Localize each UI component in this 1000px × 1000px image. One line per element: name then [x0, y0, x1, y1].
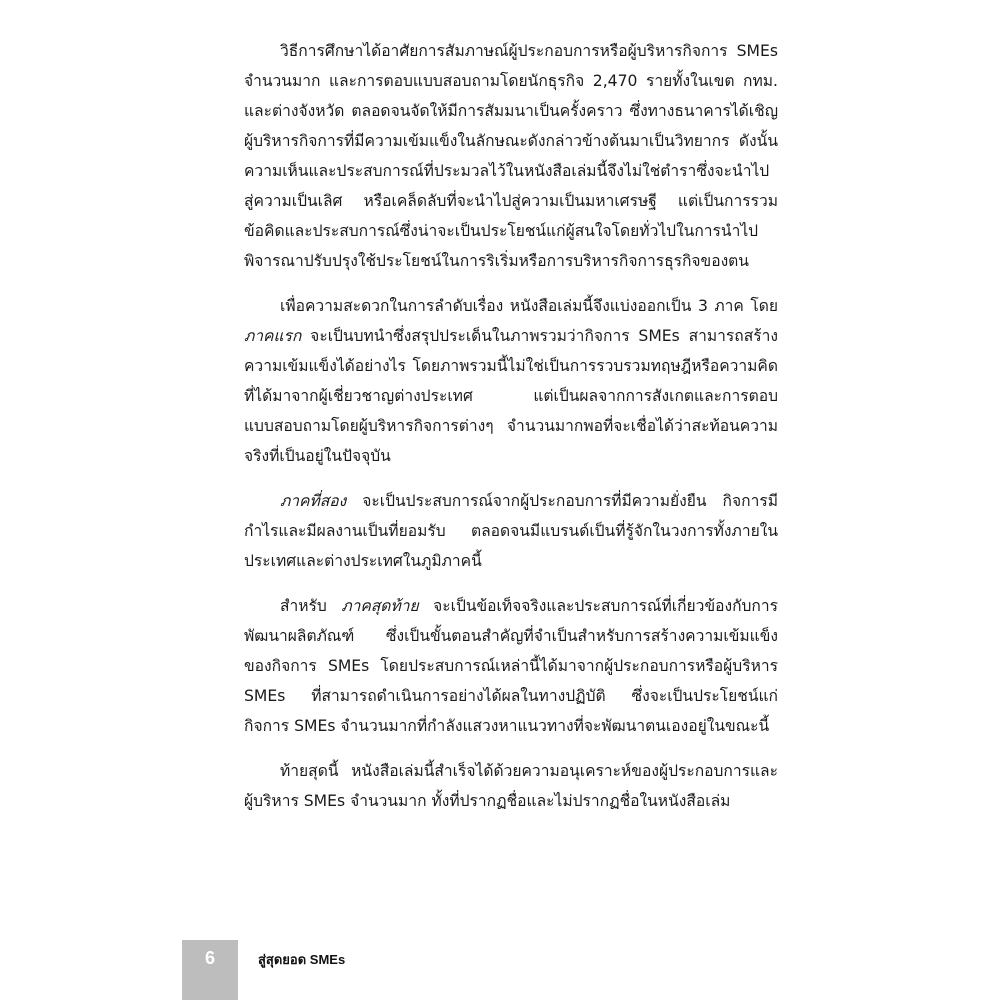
paragraph: [244, 36, 778, 276]
paragraph-text: เพื่อความสะดวกในการลำดับเรื่อง หนังสือเล่มนี้จึงแบ่งออกเป็น 3 ภาค โดย: [280, 297, 778, 315]
page-number: 6: [204, 948, 215, 968]
paragraph-text: สำหรับ: [280, 597, 342, 615]
page-number-box: [182, 940, 238, 1000]
paragraph: [244, 486, 778, 576]
paragraph-text: จะเป็นประสบการณ์จากผู้ประกอบการที่มีความยั่งยืน กิจการมีกำไรและมีผลงานเป็นที่ยอมรับ ตลอดจนมีแบรนด์เป็นที่รู้จักในวงการทั้งภายในประเทศและต่างประเทศในภูมิภาคนี้: [244, 492, 778, 570]
paragraph: [244, 756, 778, 816]
part-name-emphasis: ภาคแรก: [244, 327, 302, 345]
running-title: สู่สุดยอด SMEs: [258, 952, 346, 967]
paragraph-text: จะเป็นข้อเท็จจริงและประสบการณ์ที่เกี่ยวข้องกับการพัฒนาผลิตภัณฑ์ ซึ่งเป็นขั้นตอนสำคัญที่จำเป็นสำหรับการสร้างความเข้มแข็งของกิจการ SMEs โดยประสบการณ์เหล่านี้ได้มาจากผู้ประกอบการหรือผู้บริหาร SMEs ที่สามารถดำเนินการอย่างได้ผลในทางปฏิบัติ ซึ่งจะเป็นประโยชน์แก่กิจการ SMEs จำนวนมากที่กำลังแสวงหาแนวทางที่จะพัฒนาตนเองอยู่ในขณะนี้: [244, 597, 778, 735]
part-name-emphasis: ภาคที่สอง: [280, 492, 347, 510]
paragraph-text: จะเป็นบทนำซึ่งสรุปประเด็นในภาพรวมว่ากิจการ SMEs สามารถสร้างความเข้มแข็งได้อย่างไร โดยภาพรวมนี้ไม่ใช่เป็นการรวบรวมทฤษฎีหรือความคิดที่ได้มาจากผู้เชี่ยวชาญต่างประเทศ แต่เป็นผลจากการสังเกตและการตอบแบบสอบถามโดยผู้บริหารกิจการต่างๆ จำนวนมากพอที่จะเชื่อได้ว่าสะท้อนความจริงที่เป็นอยู่ในปัจจุบัน: [244, 327, 778, 465]
paragraph: [244, 591, 778, 741]
page-body: [244, 36, 778, 831]
paragraph-text: ท้ายสุดนี้ หนังสือเล่มนี้สำเร็จได้ด้วยความอนุเคราะห์ของผู้ประกอบการและผู้บริหาร SMEs จำนวนมาก ทั้งที่ปรากฏชื่อและไม่ปรากฏชื่อในหนังสือเล่ม: [244, 762, 778, 810]
part-name-emphasis: ภาคสุดท้าย: [341, 597, 419, 615]
paragraph-text: วิธีการศึกษาได้อาศัยการสัมภาษณ์ผู้ประกอบการหรือผู้บริหารกิจการ SMEs จำนวนมาก และการตอบแบบสอบถามโดยนักธุรกิจ 2,470 รายทั้งในเขต กทม. และต่างจังหวัด ตลอดจนจัดให้มีการสัมมนาเป็นครั้งคราว ซึ่งทางธนาคารได้เชิญผู้บริหารกิจการที่มีความเข้มแข็งในลักษณะดังกล่าวข้างต้นมาเป็นวิทยากร ดังนั้นความเห็นและประสบการณ์ที่ประมวลไว้ในหนังสือเล่มนี้จึงไม่ใช่ตำราซึ่งจะนำไปสู่ความเป็นเลิศ หรือเคล็ดลับที่จะนำไปสู่ความเป็นมหาเศรษฐี แต่เป็นการรวมข้อคิดและประสบการณ์ซึ่งน่าจะเป็นประโยชน์แก่ผู้สนใจโดยทั่วไปในการนำไปพิจารณาปรับปรุงใช้ประโยชน์ในการริเริ่มหรือการบริหารกิจการธุรกิจของตน: [244, 42, 778, 270]
paragraph: [244, 291, 778, 471]
